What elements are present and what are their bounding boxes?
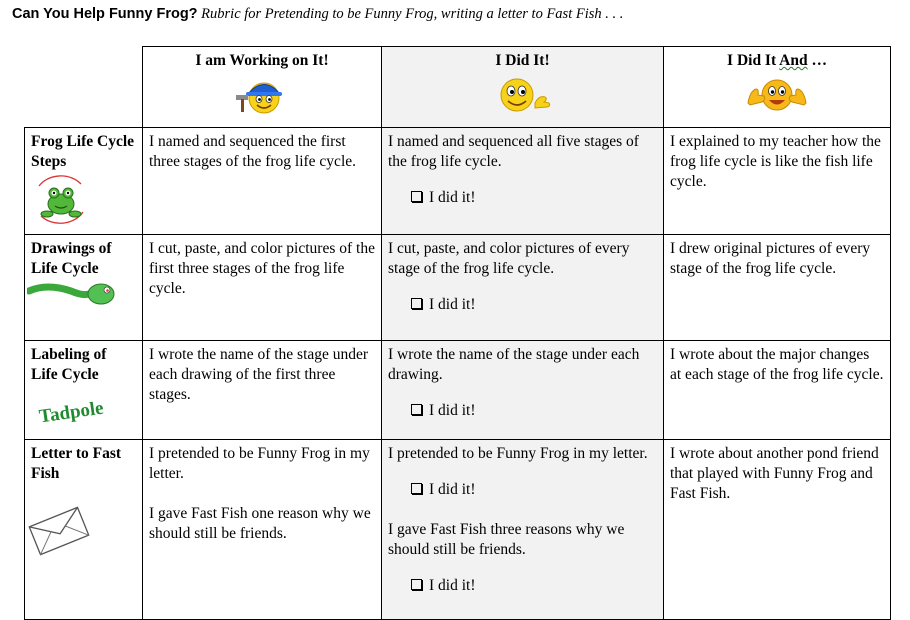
cell-did-text: I cut, paste, and color pictures of every stage of the frog life cycle.	[388, 240, 630, 277]
row-label-cell	[25, 235, 143, 341]
checkbox-icon	[411, 483, 422, 494]
cell-did	[382, 341, 664, 440]
envelope-icon	[27, 506, 91, 556]
row-label: Frog Life Cycle Steps	[31, 133, 135, 170]
cell-and: I drew original pictures of every stage of the frog life cycle.	[664, 235, 891, 341]
cell-did	[382, 235, 664, 341]
row-label: Letter to Fast Fish	[31, 445, 122, 482]
checkbox-icon	[411, 404, 422, 415]
checkbox-did-it[interactable]	[388, 188, 657, 208]
cell-working: I wrote the name of the stage under each drawing of the first three stages.	[143, 341, 382, 440]
row-label-cell	[25, 440, 143, 620]
cell-did-text: I named and sequenced all five stages of the frog life cycle.	[388, 133, 639, 170]
table-row	[25, 440, 891, 620]
header-and-label: I Did It And …	[727, 52, 827, 69]
checkbox-did-it[interactable]	[388, 295, 657, 315]
header-did	[382, 47, 664, 128]
hard-hat-smiley-icon	[234, 73, 290, 117]
checkbox-did-it[interactable]	[388, 401, 657, 421]
cell-working: I named and sequenced the first three stages of the frog life cycle.	[143, 128, 382, 235]
winking-smiley-icon	[491, 73, 555, 117]
header-row	[25, 47, 891, 128]
checkbox-icon	[411, 191, 422, 202]
table-row	[25, 235, 891, 341]
tadpole-word-art: Tadpole	[37, 397, 105, 428]
checkbox-label: I did it!	[429, 481, 476, 498]
page-title	[12, 6, 623, 23]
cell-working	[143, 440, 382, 620]
checkbox-label: I did it!	[429, 402, 476, 419]
row-label: Drawings of Life Cycle	[31, 240, 112, 277]
checkbox-label: I did it!	[429, 577, 476, 594]
cell-did-text: I wrote the name of the stage under each drawing.	[388, 346, 640, 383]
table-row	[25, 341, 891, 440]
row-label-cell	[25, 341, 143, 440]
checkbox-icon	[411, 579, 422, 590]
cell-working-text: I pretended to be Funny Frog in my letter.	[149, 445, 370, 482]
cell-working-text-2: I gave Fast Fish one reason why we should still be friends.	[149, 505, 371, 542]
header-working	[143, 47, 382, 128]
table-row	[25, 128, 891, 235]
tadpole-icon	[27, 279, 119, 311]
title-italic: Rubric for Pretending to be Funny Frog, writing a letter to Fast Fish . . .	[201, 6, 624, 22]
title-bold: Can You Help Funny Frog?	[12, 6, 198, 22]
cell-and: I wrote about another pond friend that played with Funny Frog and Fast Fish.	[664, 440, 891, 620]
thumbs-up-smiley-icon	[744, 73, 810, 117]
row-label: Labeling of Life Cycle	[31, 346, 107, 383]
header-and	[664, 47, 891, 128]
rubric-table	[24, 46, 891, 620]
checkbox-label: I did it!	[429, 189, 476, 206]
cell-did	[382, 440, 664, 620]
checkbox-icon	[411, 298, 422, 309]
cell-working: I cut, paste, and color pictures of the first three stages of the frog life cycle.	[143, 235, 382, 341]
header-working-label: I am Working on It!	[195, 52, 329, 69]
header-did-label: I Did It!	[495, 52, 550, 69]
checkbox-label: I did it!	[429, 296, 476, 313]
cell-and: I explained to my teacher how the frog life cycle is like the fish life cycle.	[664, 128, 891, 235]
checkbox-did-it-2[interactable]	[388, 576, 657, 596]
cell-did	[382, 128, 664, 235]
cell-and: I wrote about the major changes at each stage of the frog life cycle.	[664, 341, 891, 440]
corner-cell	[25, 47, 143, 128]
row-label-cell	[25, 128, 143, 235]
cell-did-text-2: I gave Fast Fish three reasons why we should still be friends.	[388, 521, 625, 558]
checkbox-did-it[interactable]	[388, 480, 657, 500]
frog-life-cycle-icon	[31, 174, 91, 224]
cell-did-text: I pretended to be Funny Frog in my letter.	[388, 445, 648, 462]
